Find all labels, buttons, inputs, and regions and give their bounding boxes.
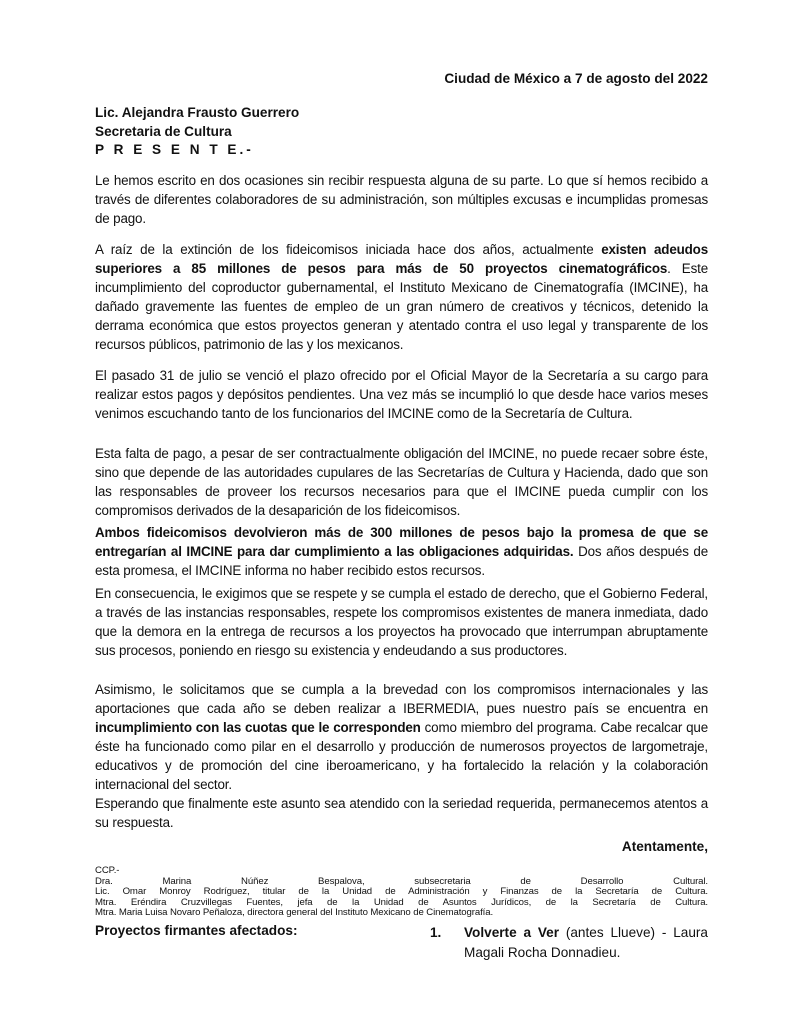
paragraph-text: como miembro del programa. Cabe recalcar que éste ha funcionado como pilar en el desarrollo y producción de numerosos proyectos de largometraje, educativos y de promoción del cine iberoamericano, y ha fortalecido la relación y la colaboración internacional del sector. [95,720,708,792]
recipient-title: Secretaria de Cultura [95,123,232,139]
ccp-line: Dra. Marina Núñez Bespalova, subsecretaria de Desarrollo Cultural. [95,875,708,887]
project-details: (antes Llueve) - Laura Magali Rocha Donnadieu. [464,925,708,960]
closing: Atentamente, [621,839,708,854]
date-line: Ciudad de México a 7 de agosto del 2022 [444,71,708,86]
project-title: Volverte a Ver [464,925,560,940]
paragraph-5 [95,523,708,580]
paragraph-text: Le hemos escrito en dos ocasiones sin recibir respuesta alguna de su parte. Lo que sí hemos recibido a través de diferentes colaboradores de su administración, son múltiples excusas e incumplidas promesas de pago. [95,173,708,226]
paragraph-7 [95,680,708,794]
paragraph-text: Esta falta de pago, a pesar de ser contractualmente obligación del IMCINE, no puede recaer sobre éste, sino que depende de las autoridades cupulares de las Secretarías de Cultura y Hacienda, dado que son las responsables de proveer los recursos necesarios para que el IMCINE pueda cumplir con los compromisos derivados de la desaparición de los fideicomisos. [95,446,708,518]
paragraph-1 [95,171,708,228]
paragraph-bold-text: existen adeudos superiores a 85 millones de pesos para más de 50 proyectos cinematográficos [95,242,709,276]
project-number: 1. [430,925,442,940]
paragraph-4 [95,444,708,520]
paragraph-text: El pasado 31 de julio se venció el plazo ofrecido por el Oficial Mayor de la Secretaría a su cargo para realizar estos pagos y depósitos pendientes. Una vez más se incumplió lo que desde hace varios meses venimos escuchando tanto de los funcionarios del IMCINE como de la Secretaría de Cultura. [95,368,708,421]
paragraph-text: En consecuencia, le exigimos que se respete y se cumpla el estado de derecho, que el Gobierno Federal, a través de las instancias responsables, respete los compromisos existentes de manera inmediata, dado que la demora en la entrega de recursos a los proyectos ha provocado que interrumpan abruptamente sus procesos, poniendo en riesgo su existencia y endeudando a sus productores. [95,586,708,658]
salutation: P R E S E N T E.- [95,142,254,157]
paragraph-bold-text: Ambos fideicomisos devolvieron más de 300 millones de pesos bajo la promesa de que se entregarían al IMCINE para dar cumplimiento a las obligaciones adquiridas. [95,525,708,559]
paragraph-3 [95,366,708,423]
paragraph-text: . Este incumplimiento del coproductor gubernamental, el Instituto Mexicano de Cinematografía (IMCINE), ha dañado gravemente las fuentes de empleo de un gran número de creativos y técnicos, detenido la derrama económica que estos proyectos generan y atentado contra el uso legal y transparente de los recursos públicos, patrimonio de las y los mexicanos. [95,261,708,352]
projects-label: Proyectos firmantes afectados: [95,923,298,938]
project-item [430,923,708,963]
paragraph-8 [95,794,708,832]
paragraph-text: Asimismo, le solicitamos que se cumpla a la brevedad con los compromisos internacionales y las aportaciones que cada año se deben realizar a IBERMEDIA, pues nuestro país se encuentra en [95,682,708,716]
ccp-label: CCP.- [95,865,120,876]
paragraph-text: Esperando que finalmente este asunto sea atendido con la seriedad requerida, permanecemos atentos a su respuesta. [95,796,708,830]
paragraph-2 [95,240,708,354]
paragraph-text: A raíz de la extinción de los fideicomisos iniciada hace dos años, actualmente [95,242,602,257]
paragraph-6 [95,584,708,660]
recipient-block [95,104,299,160]
ccp-block [95,866,708,919]
recipient-name: Lic. Alejandra Frausto Guerrero [95,105,300,120]
paragraph-bold-text: incumplimiento con las cuotas que le corresponden [95,720,421,735]
paragraph-text: Dos años después de esta promesa, el IMCINE informa no haber recibido estos recursos. [95,544,708,578]
ccp-line: Mtra. Eréndira Cruzvillegas Fuentes, jefa de la Unidad de Asuntos Jurídicos, de la Secretaría de Cultura. [95,896,708,908]
ccp-line: Lic. Omar Monroy Rodríguez, titular de la Unidad de Administración y Finanzas de la Secretaría de Cultura. [95,886,708,898]
ccp-line: Mtra. Maria Luisa Novaro Peñaloza, directora general del Instituto Mexicano de Cinematografía. [95,907,494,919]
